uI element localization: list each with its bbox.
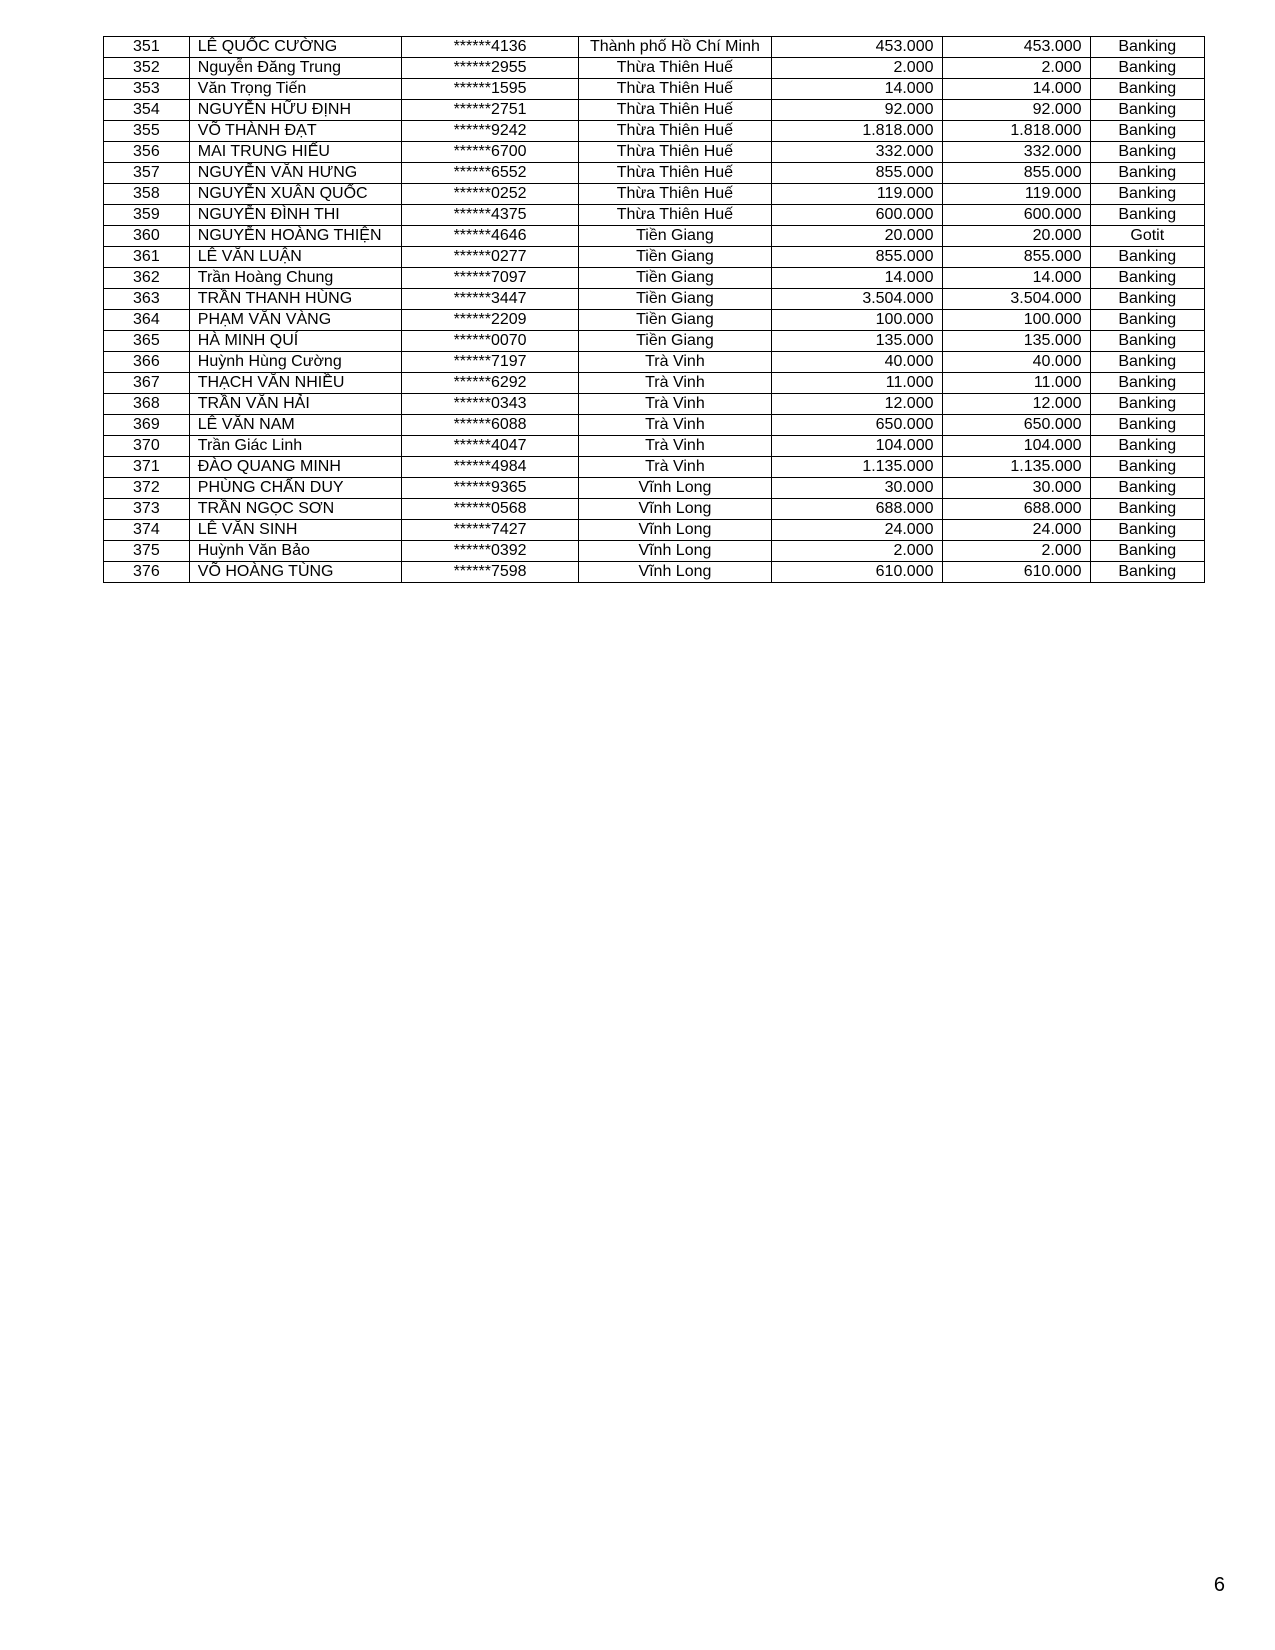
recipient-name-cell: VÕ HOÀNG TÙNG bbox=[189, 562, 401, 583]
table-row bbox=[104, 226, 1205, 247]
row-number-cell: 376 bbox=[104, 562, 190, 583]
row-number-cell: 369 bbox=[104, 415, 190, 436]
province-cell: Trà Vinh bbox=[578, 436, 771, 457]
province-cell: Trà Vinh bbox=[578, 415, 771, 436]
paid-amount-cell: 100.000 bbox=[942, 310, 1090, 331]
row-number-cell: 372 bbox=[104, 478, 190, 499]
masked-id-cell: ******4646 bbox=[402, 226, 579, 247]
masked-id-cell: ******6292 bbox=[402, 373, 579, 394]
recipient-name-cell: PHÙNG CHẤN DUY bbox=[189, 478, 401, 499]
province-cell: Thừa Thiên Huế bbox=[578, 184, 771, 205]
recipient-name-cell: NGUYỄN ĐÌNH THI bbox=[189, 205, 401, 226]
amount-cell: 2.000 bbox=[771, 541, 942, 562]
province-cell: Thừa Thiên Huế bbox=[578, 163, 771, 184]
table-row bbox=[104, 289, 1205, 310]
paid-amount-cell: 92.000 bbox=[942, 100, 1090, 121]
province-cell: Tiền Giang bbox=[578, 289, 771, 310]
paid-amount-cell: 2.000 bbox=[942, 541, 1090, 562]
records-table-body bbox=[104, 37, 1205, 583]
recipient-name-cell: NGUYỄN HỮU ĐỊNH bbox=[189, 100, 401, 121]
recipient-name-cell: Nguyễn Đăng Trung bbox=[189, 58, 401, 79]
paid-amount-cell: 12.000 bbox=[942, 394, 1090, 415]
recipient-name-cell: MAI TRUNG HIẾU bbox=[189, 142, 401, 163]
amount-cell: 135.000 bbox=[771, 331, 942, 352]
amount-cell: 1.818.000 bbox=[771, 121, 942, 142]
table-row bbox=[104, 79, 1205, 100]
masked-id-cell: ******1595 bbox=[402, 79, 579, 100]
recipient-name-cell: NGUYỄN XUÂN QUỐC bbox=[189, 184, 401, 205]
table-row bbox=[104, 457, 1205, 478]
row-number-cell: 361 bbox=[104, 247, 190, 268]
payment-method-cell: Banking bbox=[1090, 478, 1204, 499]
paid-amount-cell: 14.000 bbox=[942, 79, 1090, 100]
row-number-cell: 367 bbox=[104, 373, 190, 394]
recipient-name-cell: NGUYỄN HOÀNG THIỆN bbox=[189, 226, 401, 247]
masked-id-cell: ******7427 bbox=[402, 520, 579, 541]
amount-cell: 332.000 bbox=[771, 142, 942, 163]
payment-method-cell: Banking bbox=[1090, 457, 1204, 478]
amount-cell: 453.000 bbox=[771, 37, 942, 58]
recipient-name-cell: Trần Hoàng Chung bbox=[189, 268, 401, 289]
payment-method-cell: Banking bbox=[1090, 163, 1204, 184]
province-cell: Vĩnh Long bbox=[578, 562, 771, 583]
paid-amount-cell: 14.000 bbox=[942, 268, 1090, 289]
row-number-cell: 375 bbox=[104, 541, 190, 562]
table-row bbox=[104, 268, 1205, 289]
payment-method-cell: Banking bbox=[1090, 541, 1204, 562]
masked-id-cell: ******2209 bbox=[402, 310, 579, 331]
row-number-cell: 352 bbox=[104, 58, 190, 79]
recipient-name-cell: LÊ VĂN LUẬN bbox=[189, 247, 401, 268]
province-cell: Vĩnh Long bbox=[578, 499, 771, 520]
amount-cell: 24.000 bbox=[771, 520, 942, 541]
amount-cell: 12.000 bbox=[771, 394, 942, 415]
page-number: 6 bbox=[1213, 1574, 1225, 1596]
amount-cell: 600.000 bbox=[771, 205, 942, 226]
province-cell: Trà Vinh bbox=[578, 394, 771, 415]
table-row bbox=[104, 352, 1205, 373]
recipient-name-cell: VÕ THÀNH ĐẠT bbox=[189, 121, 401, 142]
row-number-cell: 360 bbox=[104, 226, 190, 247]
recipient-name-cell: Trần Giác Linh bbox=[189, 436, 401, 457]
table-row bbox=[104, 520, 1205, 541]
amount-cell: 14.000 bbox=[771, 79, 942, 100]
province-cell: Trà Vinh bbox=[578, 457, 771, 478]
masked-id-cell: ******0343 bbox=[402, 394, 579, 415]
payment-method-cell: Banking bbox=[1090, 247, 1204, 268]
row-number-cell: 370 bbox=[104, 436, 190, 457]
payment-method-cell: Gotit bbox=[1090, 226, 1204, 247]
payment-method-cell: Banking bbox=[1090, 499, 1204, 520]
amount-cell: 610.000 bbox=[771, 562, 942, 583]
masked-id-cell: ******0252 bbox=[402, 184, 579, 205]
paid-amount-cell: 332.000 bbox=[942, 142, 1090, 163]
payment-method-cell: Banking bbox=[1090, 415, 1204, 436]
amount-cell: 104.000 bbox=[771, 436, 942, 457]
recipient-name-cell: LÊ VĂN SINH bbox=[189, 520, 401, 541]
table-row bbox=[104, 541, 1205, 562]
province-cell: Thừa Thiên Huế bbox=[578, 142, 771, 163]
amount-cell: 40.000 bbox=[771, 352, 942, 373]
paid-amount-cell: 600.000 bbox=[942, 205, 1090, 226]
row-number-cell: 354 bbox=[104, 100, 190, 121]
recipient-name-cell: TRẦN VĂN HẢI bbox=[189, 394, 401, 415]
row-number-cell: 353 bbox=[104, 79, 190, 100]
table-row bbox=[104, 499, 1205, 520]
table-row bbox=[104, 121, 1205, 142]
masked-id-cell: ******4375 bbox=[402, 205, 579, 226]
recipient-name-cell: Huỳnh Hùng Cường bbox=[189, 352, 401, 373]
province-cell: Tiền Giang bbox=[578, 331, 771, 352]
recipient-name-cell: Huỳnh Văn Bảo bbox=[189, 541, 401, 562]
paid-amount-cell: 3.504.000 bbox=[942, 289, 1090, 310]
amount-cell: 92.000 bbox=[771, 100, 942, 121]
paid-amount-cell: 30.000 bbox=[942, 478, 1090, 499]
paid-amount-cell: 453.000 bbox=[942, 37, 1090, 58]
paid-amount-cell: 1.135.000 bbox=[942, 457, 1090, 478]
row-number-cell: 359 bbox=[104, 205, 190, 226]
masked-id-cell: ******7197 bbox=[402, 352, 579, 373]
province-cell: Tiền Giang bbox=[578, 247, 771, 268]
paid-amount-cell: 2.000 bbox=[942, 58, 1090, 79]
row-number-cell: 366 bbox=[104, 352, 190, 373]
province-cell: Vĩnh Long bbox=[578, 541, 771, 562]
recipient-name-cell: LÊ QUỐC CƯỜNG bbox=[189, 37, 401, 58]
payment-method-cell: Banking bbox=[1090, 37, 1204, 58]
province-cell: Vĩnh Long bbox=[578, 520, 771, 541]
records-table bbox=[103, 36, 1205, 583]
amount-cell: 650.000 bbox=[771, 415, 942, 436]
paid-amount-cell: 20.000 bbox=[942, 226, 1090, 247]
row-number-cell: 357 bbox=[104, 163, 190, 184]
row-number-cell: 368 bbox=[104, 394, 190, 415]
recipient-name-cell: HÀ MINH QUÍ bbox=[189, 331, 401, 352]
row-number-cell: 365 bbox=[104, 331, 190, 352]
amount-cell: 100.000 bbox=[771, 310, 942, 331]
masked-id-cell: ******7097 bbox=[402, 268, 579, 289]
payment-method-cell: Banking bbox=[1090, 58, 1204, 79]
table-row bbox=[104, 478, 1205, 499]
table-row bbox=[104, 142, 1205, 163]
paid-amount-cell: 119.000 bbox=[942, 184, 1090, 205]
payment-method-cell: Banking bbox=[1090, 205, 1204, 226]
paid-amount-cell: 11.000 bbox=[942, 373, 1090, 394]
amount-cell: 2.000 bbox=[771, 58, 942, 79]
province-cell: Thừa Thiên Huế bbox=[578, 100, 771, 121]
table-row bbox=[104, 436, 1205, 457]
amount-cell: 20.000 bbox=[771, 226, 942, 247]
payment-method-cell: Banking bbox=[1090, 436, 1204, 457]
row-number-cell: 363 bbox=[104, 289, 190, 310]
payment-method-cell: Banking bbox=[1090, 562, 1204, 583]
payment-method-cell: Banking bbox=[1090, 331, 1204, 352]
masked-id-cell: ******7598 bbox=[402, 562, 579, 583]
row-number-cell: 355 bbox=[104, 121, 190, 142]
masked-id-cell: ******4984 bbox=[402, 457, 579, 478]
table-row bbox=[104, 394, 1205, 415]
row-number-cell: 351 bbox=[104, 37, 190, 58]
province-cell: Trà Vinh bbox=[578, 352, 771, 373]
payment-method-cell: Banking bbox=[1090, 268, 1204, 289]
masked-id-cell: ******6088 bbox=[402, 415, 579, 436]
row-number-cell: 356 bbox=[104, 142, 190, 163]
masked-id-cell: ******9365 bbox=[402, 478, 579, 499]
table-row bbox=[104, 37, 1205, 58]
table-row bbox=[104, 415, 1205, 436]
province-cell: Tiền Giang bbox=[578, 226, 771, 247]
payment-method-cell: Banking bbox=[1090, 184, 1204, 205]
payment-method-cell: Banking bbox=[1090, 352, 1204, 373]
recipient-name-cell: LÊ VĂN NAM bbox=[189, 415, 401, 436]
payment-method-cell: Banking bbox=[1090, 310, 1204, 331]
masked-id-cell: ******2751 bbox=[402, 100, 579, 121]
masked-id-cell: ******0392 bbox=[402, 541, 579, 562]
paid-amount-cell: 855.000 bbox=[942, 247, 1090, 268]
paid-amount-cell: 610.000 bbox=[942, 562, 1090, 583]
paid-amount-cell: 855.000 bbox=[942, 163, 1090, 184]
paid-amount-cell: 688.000 bbox=[942, 499, 1090, 520]
masked-id-cell: ******6700 bbox=[402, 142, 579, 163]
amount-cell: 855.000 bbox=[771, 163, 942, 184]
province-cell: Tiền Giang bbox=[578, 310, 771, 331]
recipient-name-cell: PHẠM VĂN VÀNG bbox=[189, 310, 401, 331]
paid-amount-cell: 1.818.000 bbox=[942, 121, 1090, 142]
payment-method-cell: Banking bbox=[1090, 142, 1204, 163]
paid-amount-cell: 135.000 bbox=[942, 331, 1090, 352]
recipient-name-cell: ĐÀO QUANG MINH bbox=[189, 457, 401, 478]
recipient-name-cell: TRẦN THANH HÙNG bbox=[189, 289, 401, 310]
masked-id-cell: ******2955 bbox=[402, 58, 579, 79]
table-row bbox=[104, 373, 1205, 394]
amount-cell: 688.000 bbox=[771, 499, 942, 520]
table-row bbox=[104, 331, 1205, 352]
recipient-name-cell: Văn Trọng Tiến bbox=[189, 79, 401, 100]
masked-id-cell: ******6552 bbox=[402, 163, 579, 184]
row-number-cell: 371 bbox=[104, 457, 190, 478]
row-number-cell: 358 bbox=[104, 184, 190, 205]
paid-amount-cell: 40.000 bbox=[942, 352, 1090, 373]
masked-id-cell: ******0070 bbox=[402, 331, 579, 352]
province-cell: Vĩnh Long bbox=[578, 478, 771, 499]
masked-id-cell: ******0568 bbox=[402, 499, 579, 520]
payment-method-cell: Banking bbox=[1090, 373, 1204, 394]
row-number-cell: 364 bbox=[104, 310, 190, 331]
table-row bbox=[104, 205, 1205, 226]
amount-cell: 11.000 bbox=[771, 373, 942, 394]
amount-cell: 1.135.000 bbox=[771, 457, 942, 478]
payment-method-cell: Banking bbox=[1090, 394, 1204, 415]
table-row bbox=[104, 562, 1205, 583]
payment-method-cell: Banking bbox=[1090, 100, 1204, 121]
row-number-cell: 362 bbox=[104, 268, 190, 289]
amount-cell: 30.000 bbox=[771, 478, 942, 499]
province-cell: Thừa Thiên Huế bbox=[578, 121, 771, 142]
province-cell: Thừa Thiên Huế bbox=[578, 205, 771, 226]
masked-id-cell: ******9242 bbox=[402, 121, 579, 142]
paid-amount-cell: 24.000 bbox=[942, 520, 1090, 541]
masked-id-cell: ******3447 bbox=[402, 289, 579, 310]
province-cell: Thừa Thiên Huế bbox=[578, 79, 771, 100]
province-cell: Thành phố Hồ Chí Minh bbox=[578, 37, 771, 58]
recipient-name-cell: NGUYỄN VĂN HƯNG bbox=[189, 163, 401, 184]
row-number-cell: 374 bbox=[104, 520, 190, 541]
masked-id-cell: ******4136 bbox=[402, 37, 579, 58]
payment-method-cell: Banking bbox=[1090, 121, 1204, 142]
amount-cell: 14.000 bbox=[771, 268, 942, 289]
row-number-cell: 373 bbox=[104, 499, 190, 520]
amount-cell: 855.000 bbox=[771, 247, 942, 268]
payment-method-cell: Banking bbox=[1090, 289, 1204, 310]
table-row bbox=[104, 310, 1205, 331]
table-row bbox=[104, 163, 1205, 184]
table-row bbox=[104, 247, 1205, 268]
payment-method-cell: Banking bbox=[1090, 520, 1204, 541]
masked-id-cell: ******0277 bbox=[402, 247, 579, 268]
table-row bbox=[104, 100, 1205, 121]
paid-amount-cell: 104.000 bbox=[942, 436, 1090, 457]
province-cell: Thừa Thiên Huế bbox=[578, 58, 771, 79]
amount-cell: 119.000 bbox=[771, 184, 942, 205]
amount-cell: 3.504.000 bbox=[771, 289, 942, 310]
masked-id-cell: ******4047 bbox=[402, 436, 579, 457]
payment-method-cell: Banking bbox=[1090, 79, 1204, 100]
table-row bbox=[104, 184, 1205, 205]
paid-amount-cell: 650.000 bbox=[942, 415, 1090, 436]
province-cell: Tiền Giang bbox=[578, 268, 771, 289]
recipient-name-cell: TRẦN NGỌC SƠN bbox=[189, 499, 401, 520]
table-row bbox=[104, 58, 1205, 79]
recipient-name-cell: THẠCH VĂN NHIỀU bbox=[189, 373, 401, 394]
province-cell: Trà Vinh bbox=[578, 373, 771, 394]
